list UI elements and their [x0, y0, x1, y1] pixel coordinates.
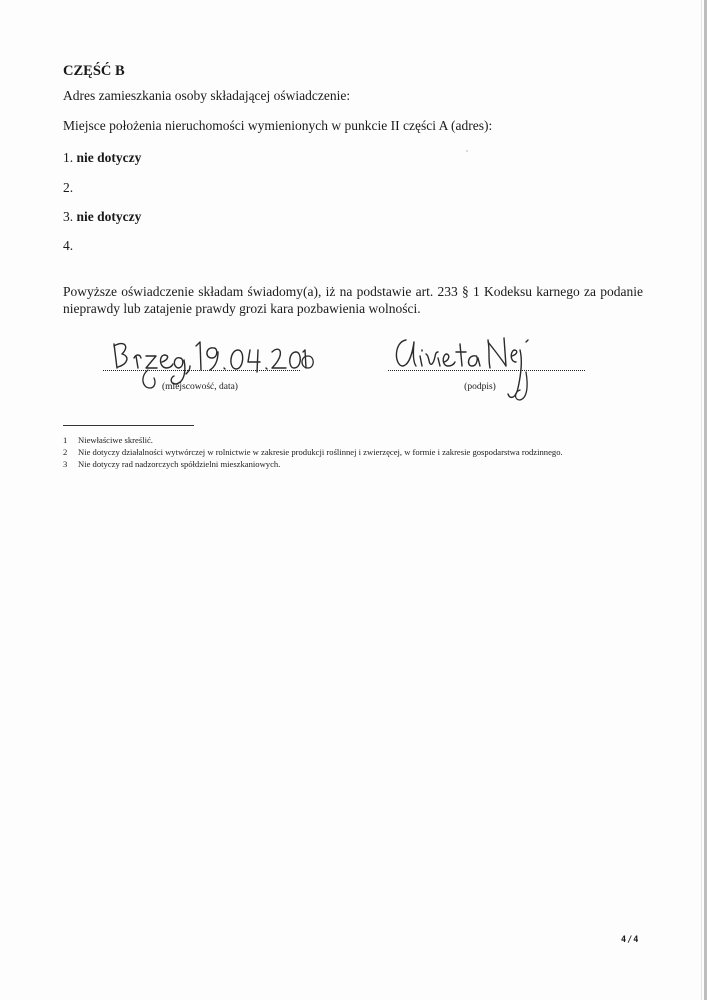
place-date-dotted-line [103, 370, 300, 371]
footnote [63, 459, 280, 469]
item-number: 1. [63, 150, 74, 165]
footnote [63, 435, 153, 445]
residence-label: Adres zamieszkania osoby składającej oświadczenie: [63, 88, 351, 103]
page-number: 4/4 [621, 935, 640, 945]
list-item [63, 180, 73, 196]
place-date-handwriting [100, 328, 315, 390]
signature-dotted-line [388, 370, 585, 371]
footnote-text: Niewłaściwe skreślić. [78, 435, 153, 445]
signature-caption: (podpis) [464, 382, 496, 392]
item-number: 2. [63, 180, 74, 195]
statement-line-2: nieprawdy lub zatajenie prawdy grozi kara pozbawienia wolności. [63, 301, 421, 316]
footnote-text: Nie dotyczy działalności wytwórczej w rolnictwie w zakresie produkcji roślinnej i zwierzęcej, w formie i zakresie gospodarstwa rodzinnego. [78, 447, 563, 457]
item-text: nie dotyczy [76, 150, 142, 165]
signature-tail-stroke [512, 370, 536, 404]
item-number: 4. [63, 238, 74, 253]
section-heading: CZĘŚĆ B [63, 63, 125, 79]
item-text: nie dotyczy [76, 209, 142, 224]
scan-edge-inner [701, 0, 702, 1000]
scan-speck [466, 150, 468, 152]
place-date-caption: (miejscowość, data) [162, 382, 238, 392]
property-label: Miejsce położenia nieruchomości wymienionych w punkcie II części A (adres): [63, 118, 493, 133]
footnote-text: Nie dotyczy rad nadzorczych spółdzielni mieszkaniowych. [78, 459, 281, 469]
footnote-number: 1 [63, 435, 68, 445]
list-item [63, 150, 141, 166]
footnote-number: 3 [63, 459, 68, 469]
list-item [63, 238, 73, 254]
statement-line-1: Powyższe oświadczenie składam świadomy(a), iż na podstawie art. 233 § 1 Kodeksu karnego za podanie [63, 284, 643, 299]
item-number: 3. [63, 209, 74, 224]
declaration-statement [63, 283, 643, 317]
footnote-number: 2 [63, 447, 68, 457]
list-item [63, 209, 141, 225]
footnote [63, 447, 563, 457]
footnote-rule [63, 425, 194, 426]
